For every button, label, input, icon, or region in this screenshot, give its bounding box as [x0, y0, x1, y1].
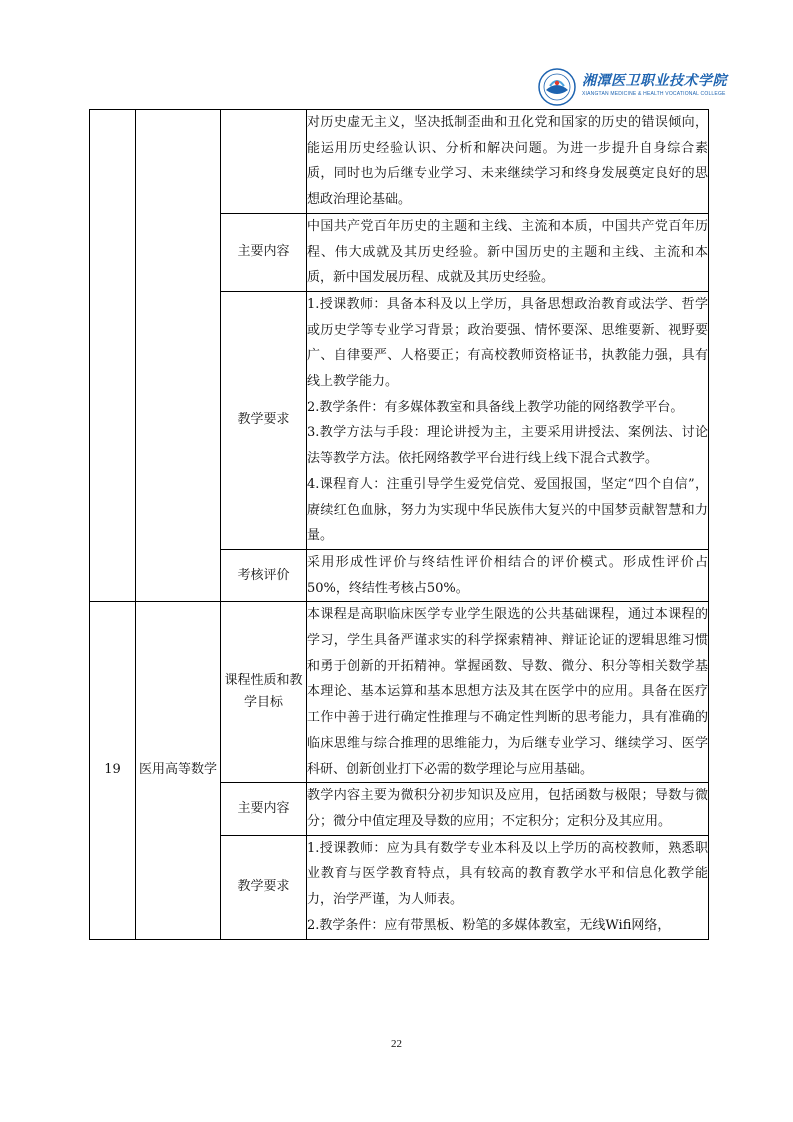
content-cell: [307, 549, 709, 601]
requirement-item: 2.教学条件：应有带黑板、粉笔的多媒体教室，无线Wifi网络，: [307, 917, 671, 933]
curriculum-table: [89, 109, 709, 940]
requirement-item: 1.授课教师：具备本科及以上学历，具备思想政治教育或法学、哲学或历史学等专业学习背景；政治要强、情怀要深、思维要新、视野要广、自律要严、人格要正；有高校教师资格证书，执教能力强，具有线上教学能力。: [307, 296, 708, 390]
item-label-cell: [221, 110, 307, 214]
main-content-text: 中国共产党百年历史的主题和主线、主流和本质，中国共产党百年历程、伟大成就及其历史经验。新中国历史的主题和主线、主流和本质，新中国发展历程、成就及其历史经验。: [307, 218, 708, 286]
table-row: [90, 110, 709, 214]
item-label-cell: 教学要求: [221, 835, 307, 939]
goal-continuation-text: 对历史虚无主义，坚决抵制歪曲和丑化党和国家的历史的错误倾向，能运用历史经验认识、分析和解决问题。为进一步提升自身综合素质，同时也为后继专业学习、未来继续学习和终身发展奠定良好的思想政治理论基础。: [307, 115, 708, 208]
main-content-text: 教学内容主要为微积分初步知识及应用，包括函数与极限；导数与微分；微分中值定理及导数的应用；不定积分；定积分及其应用。: [307, 788, 708, 829]
content-cell: [307, 213, 709, 291]
logo-chinese-name: 湘潭医卫职业技术学院: [582, 73, 727, 89]
nature-text: 本课程是高职临床医学专业学生限选的公共基础课程，通过本课程的学习，学生具备严谨求实的科学探索精神、辩证论证的逻辑思维习惯和勇于创新的开拓精神。掌握函数、导数、微分、积分等相关数学基本理论、基本运算和基本思想方法及其在医学中的应用。具备在医疗工作中善于进行确定性推理与不确定性判断的思考能力，具有准确的临床思维与综合推理的思维能力，为后继专业学习、继续学习、医学科研、创新创业打下必需的数学理论与应用基础。: [307, 607, 708, 777]
requirement-item: 2.教学条件：有多媒体教室和具备线上教学功能的网络教学平台。: [307, 399, 684, 415]
content-cell: [307, 110, 709, 214]
assessment-text: 采用形成性评价与终结性评价相结合的评价模式。形成性评价占50%，终结性考核占50%。: [307, 554, 708, 596]
college-emblem-icon: [538, 68, 576, 106]
item-label-cell: 考核评价: [221, 549, 307, 601]
course-number-cell: 19: [90, 602, 136, 939]
college-logo: [538, 68, 727, 108]
requirement-item: 3.教学方法与手段：理论讲授为主，主要采用讲授法、案例法、讨论法等教学方法。依托网络教学平台进行线上线下混合式教学。: [307, 425, 708, 467]
course-name-cell: [136, 110, 221, 602]
logo-english-name: XIANGTAN MEDICINE & HEALTH VOCATIONAL COLLEGE: [582, 91, 726, 97]
requirement-item: 4.课程育人：注重引导学生爱党信党、爱国报国，坚定“四个自信”，赓续红色血脉，努力为实现中华民族伟大复兴的中国梦贡献智慧和力量。: [307, 476, 708, 544]
course-number-cell: [90, 110, 136, 602]
item-label-cell: 教学要求: [221, 291, 307, 549]
table-row: [90, 602, 709, 783]
course-name-cell: 医用高等数学: [136, 602, 221, 939]
page-number: 22: [391, 1038, 402, 1050]
item-label-cell: 主要内容: [221, 213, 307, 291]
content-cell: [307, 291, 709, 549]
item-label-cell: 主要内容: [221, 783, 307, 835]
item-label-cell: 课程性质和教学目标: [221, 602, 307, 783]
content-cell: [307, 602, 709, 783]
content-cell: [307, 783, 709, 835]
requirement-item: 1.授课教师：应为具有数学专业本科及以上学历的高校教师，熟悉职业教育与医学教育特点，具有较高的教育教学水平和信息化教学能力，治学严谨，为人师表。: [307, 840, 708, 908]
content-cell: [307, 835, 709, 939]
